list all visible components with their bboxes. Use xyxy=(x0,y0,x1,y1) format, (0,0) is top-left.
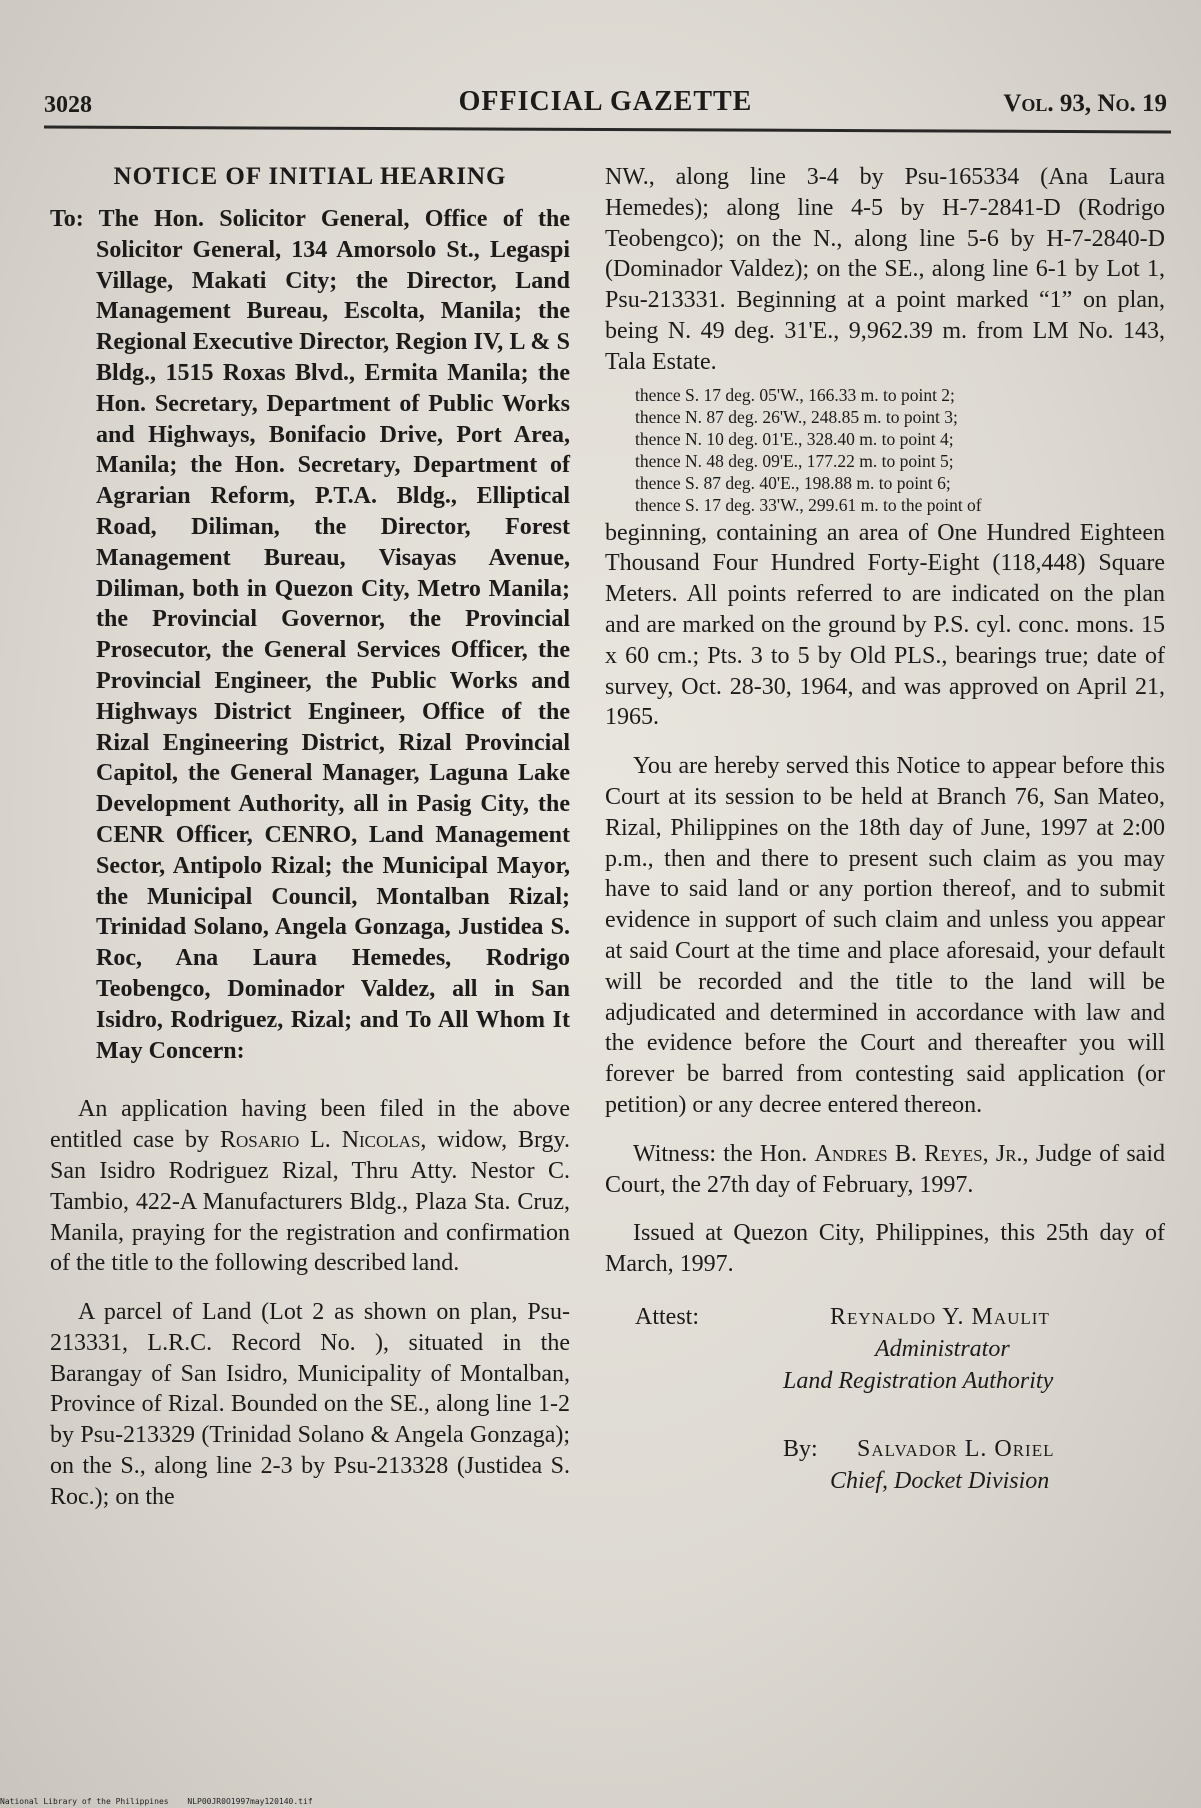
bearings-list xyxy=(605,384,1165,516)
bearing-line: thence N. 87 deg. 26'W., 248.85 m. to point 3; xyxy=(635,406,958,427)
attest-label: Attest: xyxy=(635,1303,699,1330)
scan-filename: NLP00JR0O1997may120140.tif xyxy=(187,1797,313,1806)
library-credit: National Library of the Philippines xyxy=(0,1797,169,1806)
application-intro: An application having been filed in the above entitled case by xyxy=(50,1096,570,1154)
scan-footer xyxy=(0,1797,313,1806)
signatory-agency: Land Registration Authority xyxy=(783,1367,1054,1394)
notice-paragraph: You are hereby served this Notice to appear before this Court at its session to be held at Branch 76, San Mateo, Rizal, Philippines on the 18th day of June, 1997 at 2:00 p.m., then and there to present such claim as you may have to said land or any portion thereof, and to submit evidence in support of such claim and unless you appear at said Court at the time and place aforesaid, your default will be recorded and the title to the land will be adjudicated and determined in accordance with law and the evidence before the Court and thereafter you will forever be barred from contesting said application (or petition) or any decree entered thereon. xyxy=(605,753,1165,1118)
area-paragraph: beginning, containing an area of One Hundred Eighteen Thousand Four Hundred Forty-Eight (118,448) Square Meters. All points referred to are indicated on the plan and are marked on the ground by P.S. cyl. conc. mons. 15 x 60 cm.; Pts. 3 to 5 by Old PLS., bearings true; date of survey, Oct. 28-30, 1964, and was approved on April 21, 1965. xyxy=(605,519,1165,731)
header-rule xyxy=(44,126,1171,134)
page-number: 3028 xyxy=(44,92,92,118)
bearing-line: thence S. 17 deg. 05'W., 166.33 m. to point 2; xyxy=(635,384,955,405)
right-column xyxy=(605,162,1165,1504)
signatory-name: Reynaldo Y. Maulit xyxy=(830,1303,1050,1330)
notice-heading: NOTICE OF INITIAL HEARING xyxy=(113,163,507,190)
volume-issue: Vol. 93, No. 19 xyxy=(1003,90,1167,117)
witness-intro: Witness: the Hon. xyxy=(633,1140,815,1167)
boundary-continuation: NW., along line 3-4 by Psu-165334 (Ana Laura Hemedes); along line 4-5 by H-7-2841-D (Rodrigo Teobengco); on the N., along line 5-6 by H-7-2840-D (Dominador Valdez); on the SE., along line 6-1 by Lot 1, Psu-213331. Beginning at a point marked “1” on plan, being N. 49 deg. 31'E., 9,962.39 m. from LM No. 143, Tala Estate. xyxy=(605,164,1165,375)
witness-date: , Judge of said Court, the 27th day of February, 1997. xyxy=(605,1140,1165,1198)
addressees: To: The Hon. Solicitor General, Office of the Solicitor General, 134 Amorsolo St., Legaspi Village, Makati City; the Director, Land Management Bureau, Escolta, Manila; the Regional Executive Director, Region IV, L & S Bldg., 1515 Roxas Blvd., Ermita Manila; the Hon. Secretary, Department of Public Works and Highways, Bonifacio Drive, Port Area, Manila; the Hon. Secretary, Department of Agrarian Reform, P.T.A. Bldg., Elliptical Road, Diliman, the Director, Forest Management Bureau, Visayas Avenue, Diliman, both in Quezon City, Metro Manila; the Provincial Governor, the Provincial Prosecutor, the General Services Officer, the Provincial Engineer, the Public Works and Highways District Engineer, Office of the Rizal Engineering District, Rizal Provincial Capitol, the General Manager, Laguna Lake Development Authority, all in Pasig City, the CENR Officer, CENRO, Land Management Sector, Antipolo Rizal; the Municipal Mayor, the Municipal Council, Montalban Rizal; Trinidad Solano, Angela Gonzaga, Justidea S. Roc, Ana Laura Hemedes, Rodrigo Teobengco, Dominador Valdez, all in San Isidro, Rodriguez, Rizal; and To All Whom It May Concern: xyxy=(50,206,570,1064)
issued-paragraph: Issued at Quezon City, Philippines, this 25th day of March, 1997. xyxy=(605,1220,1165,1278)
by-signatory-name: Salvador L. Oriel xyxy=(857,1435,1055,1462)
witness-paragraph xyxy=(605,1139,1165,1201)
signatory-title: Administrator xyxy=(875,1335,1010,1362)
by-label: By: xyxy=(783,1435,818,1462)
applicant-name: Rosario L. Nicolas xyxy=(219,1127,421,1154)
bearing-line: thence S. 17 deg. 33'W., 299.61 m. to the point of xyxy=(635,494,982,515)
bearing-line: thence N. 10 deg. 01'E., 328.40 m. to point 4; xyxy=(635,428,954,449)
publication-title: OFFICIAL GAZETTE xyxy=(458,86,753,117)
by-signatory-title: Chief, Docket Division xyxy=(830,1467,1050,1494)
bearing-line: thence S. 87 deg. 40'E., 198.88 m. to point 6; xyxy=(635,472,951,493)
application-paragraph xyxy=(50,1094,570,1279)
bearing-line: thence N. 48 deg. 09'E., 177.22 m. to point 5; xyxy=(635,450,954,471)
judge-name: Andres B. Reyes, Jr. xyxy=(814,1140,1023,1167)
page-header xyxy=(44,86,1167,126)
application-details: , widow, Brgy. San Isidro Rodriguez Rizal, Thru Atty. Nestor C. Tambio, 422-A Manufacturers Bldg., Plaza Sta. Cruz, Manila, praying for the registration and confirmation of the title to the following described land. xyxy=(50,1127,570,1277)
attest-block xyxy=(605,1302,1165,1402)
left-column xyxy=(50,162,570,1513)
parcel-description: A parcel of Land (Lot 2 as shown on plan, Psu-213331, L.R.C. Record No. ), situated in the Barangay of San Isidro, Municipality of Montalban, Province of Rizal. Bounded on the SE., along line 1-2 by Psu-213329 (Trinidad Solano & Angela Gonzaga); on the S., along line 2-3 by Psu-213328 (Justidea S. Roc.); on the xyxy=(50,1299,570,1510)
by-block xyxy=(605,1434,1165,1504)
